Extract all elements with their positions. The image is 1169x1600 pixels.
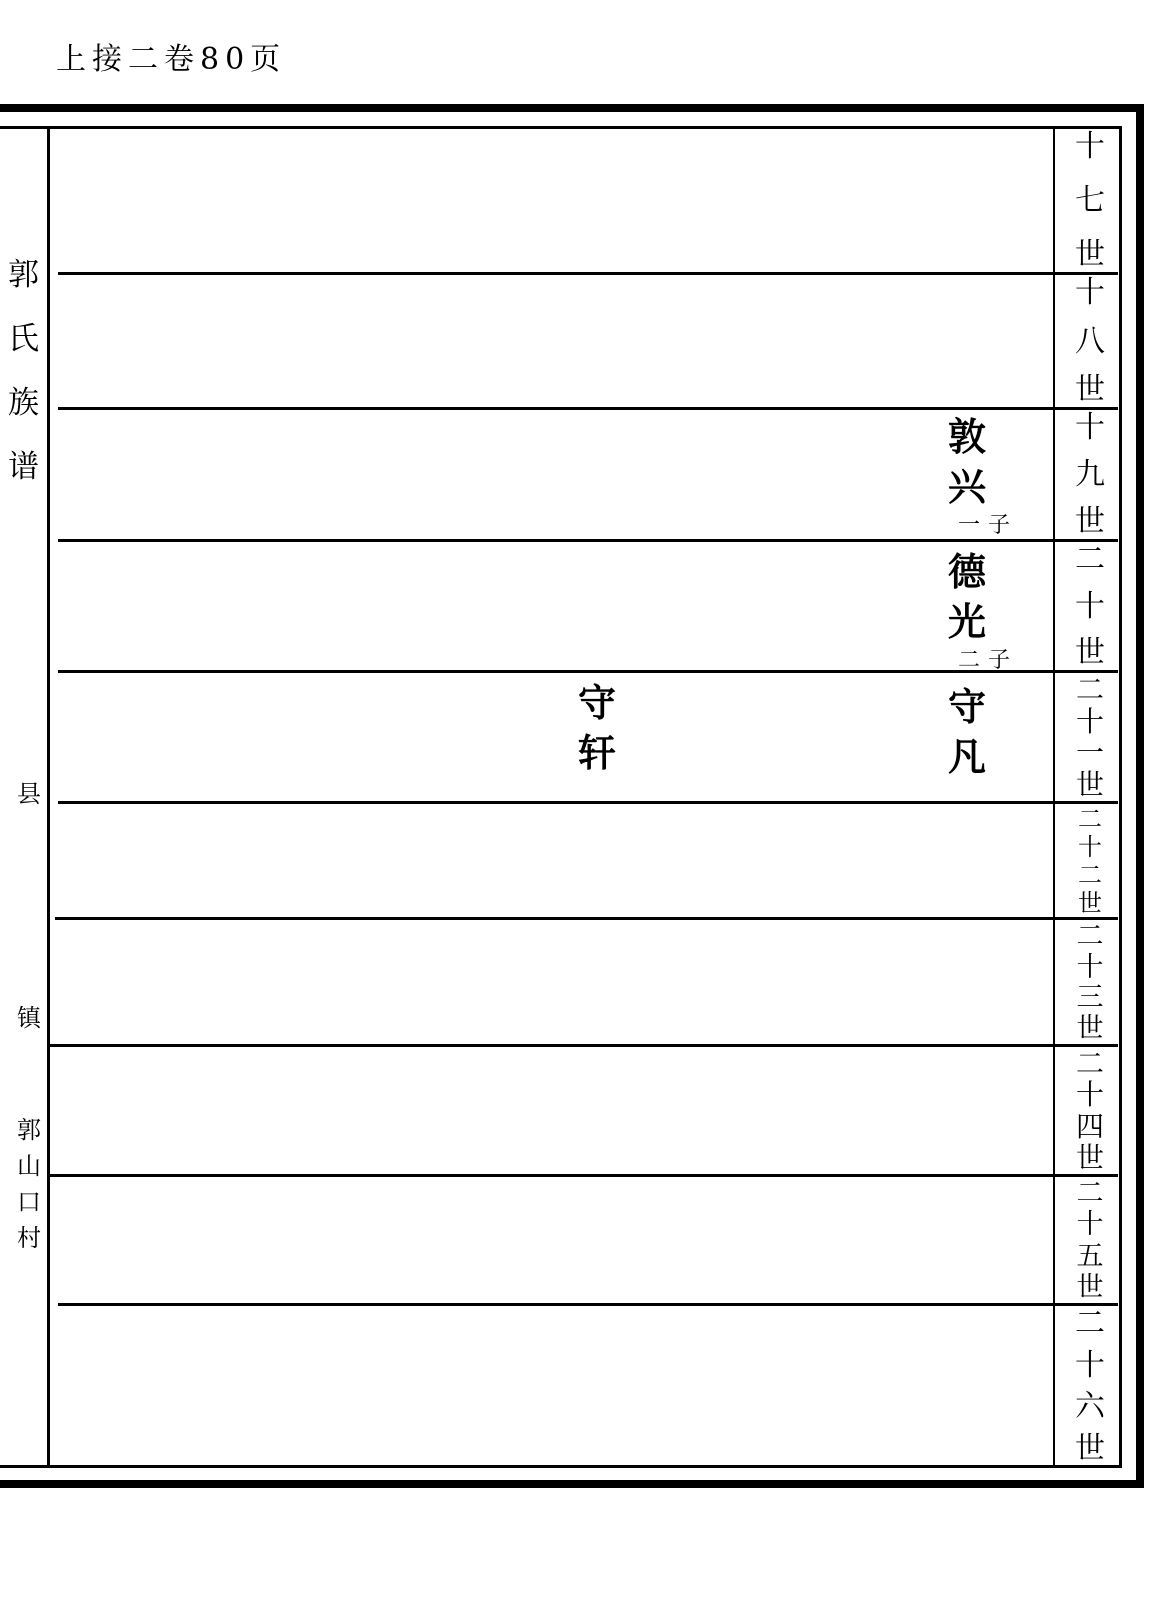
- glyph: 镇: [17, 1004, 41, 1032]
- glyph: 口: [17, 1188, 41, 1216]
- generation-label: [1060, 410, 1120, 539]
- glyph: 凡: [948, 734, 987, 779]
- glyph: 世: [1075, 1140, 1104, 1174]
- glyph: 十: [1075, 704, 1104, 738]
- glyph: 八: [1075, 323, 1105, 359]
- generation-label: [1060, 129, 1120, 272]
- row-divider: [58, 539, 1118, 542]
- generation-label: [1060, 807, 1120, 915]
- member-name: [948, 549, 987, 653]
- row-divider: [58, 407, 1118, 410]
- glyph: 守: [948, 684, 987, 729]
- glyph: 二: [1075, 1047, 1104, 1080]
- glyph: 世: [1076, 1271, 1104, 1303]
- glyph: 二: [1078, 805, 1102, 833]
- glyph: 世: [1075, 237, 1105, 272]
- generation-column-divider: [1053, 126, 1055, 1468]
- glyph: 十: [1075, 410, 1105, 445]
- glyph: 世: [1075, 504, 1105, 539]
- glyph: 郭: [17, 1116, 41, 1144]
- glyph: 十: [1075, 588, 1105, 624]
- glyph: 世: [1075, 767, 1104, 801]
- glyph: 九: [1075, 457, 1105, 492]
- row-divider: [55, 917, 1118, 920]
- glyph: 五: [1076, 1240, 1104, 1272]
- glyph: 光: [948, 599, 987, 644]
- row-divider: [50, 1044, 1118, 1047]
- glyph: 十: [1075, 275, 1105, 310]
- glyph: 四: [1075, 1109, 1104, 1143]
- glyph: 二: [1076, 921, 1104, 952]
- glyph: 二: [1075, 542, 1105, 577]
- glyph: 轩: [578, 730, 617, 775]
- glyph: 世: [1075, 635, 1105, 670]
- glyph: 世: [1078, 889, 1102, 917]
- glyph: 兴: [948, 464, 987, 509]
- glyph: 山: [17, 1152, 41, 1180]
- glyph: 十: [1075, 1078, 1104, 1112]
- glyph: 县: [17, 780, 41, 808]
- row-divider: [50, 1174, 1118, 1177]
- glyph: 谱: [8, 449, 39, 485]
- glyph: 村: [17, 1224, 41, 1252]
- county-label: [17, 782, 41, 818]
- glyph: 二: [1075, 673, 1104, 706]
- genealogy-title: [8, 257, 39, 516]
- generation-label: [1060, 275, 1120, 407]
- glyph: 世: [1076, 1012, 1104, 1044]
- generation-label: [1060, 923, 1120, 1042]
- glyph: 十: [1078, 833, 1102, 861]
- sons-count: 二子: [958, 648, 1019, 673]
- glyph: 七: [1075, 183, 1105, 218]
- generation-label: [1060, 1047, 1120, 1174]
- village-label: [17, 1118, 41, 1262]
- row-divider: [58, 1303, 1118, 1306]
- generation-label: [1060, 1180, 1120, 1301]
- member-name: [948, 684, 987, 788]
- page-frame-inner: [0, 126, 1122, 1468]
- row-divider: [58, 272, 1118, 275]
- member-name: [578, 680, 617, 784]
- glyph: 十: [1075, 129, 1105, 164]
- glyph: 二: [1078, 861, 1102, 889]
- glyph: 十: [1075, 1347, 1105, 1383]
- continuation-note: 上接二卷80页: [56, 42, 287, 77]
- glyph: 世: [1075, 1430, 1105, 1466]
- glyph: 十: [1076, 1209, 1104, 1241]
- generation-label: [1060, 673, 1120, 801]
- glyph: 敦: [948, 414, 987, 459]
- glyph: 族: [8, 385, 39, 421]
- glyph: 氏: [8, 321, 39, 357]
- glyph: 二: [1076, 1178, 1104, 1209]
- glyph: 郭: [8, 257, 39, 293]
- glyph: 六: [1075, 1389, 1105, 1425]
- glyph: 世: [1075, 372, 1105, 407]
- glyph: 二: [1075, 1306, 1105, 1341]
- glyph: 三: [1076, 982, 1104, 1014]
- margin-divider: [47, 126, 50, 1468]
- generation-label: [1060, 1306, 1120, 1466]
- town-label: [17, 1006, 41, 1042]
- glyph: 德: [948, 549, 987, 594]
- member-name: [948, 414, 987, 518]
- glyph: 守: [578, 680, 617, 725]
- glyph: 一: [1075, 736, 1104, 770]
- sons-count: 一子: [958, 513, 1019, 538]
- glyph: 十: [1076, 951, 1104, 983]
- generation-label: [1060, 542, 1120, 670]
- row-divider: [58, 801, 1118, 804]
